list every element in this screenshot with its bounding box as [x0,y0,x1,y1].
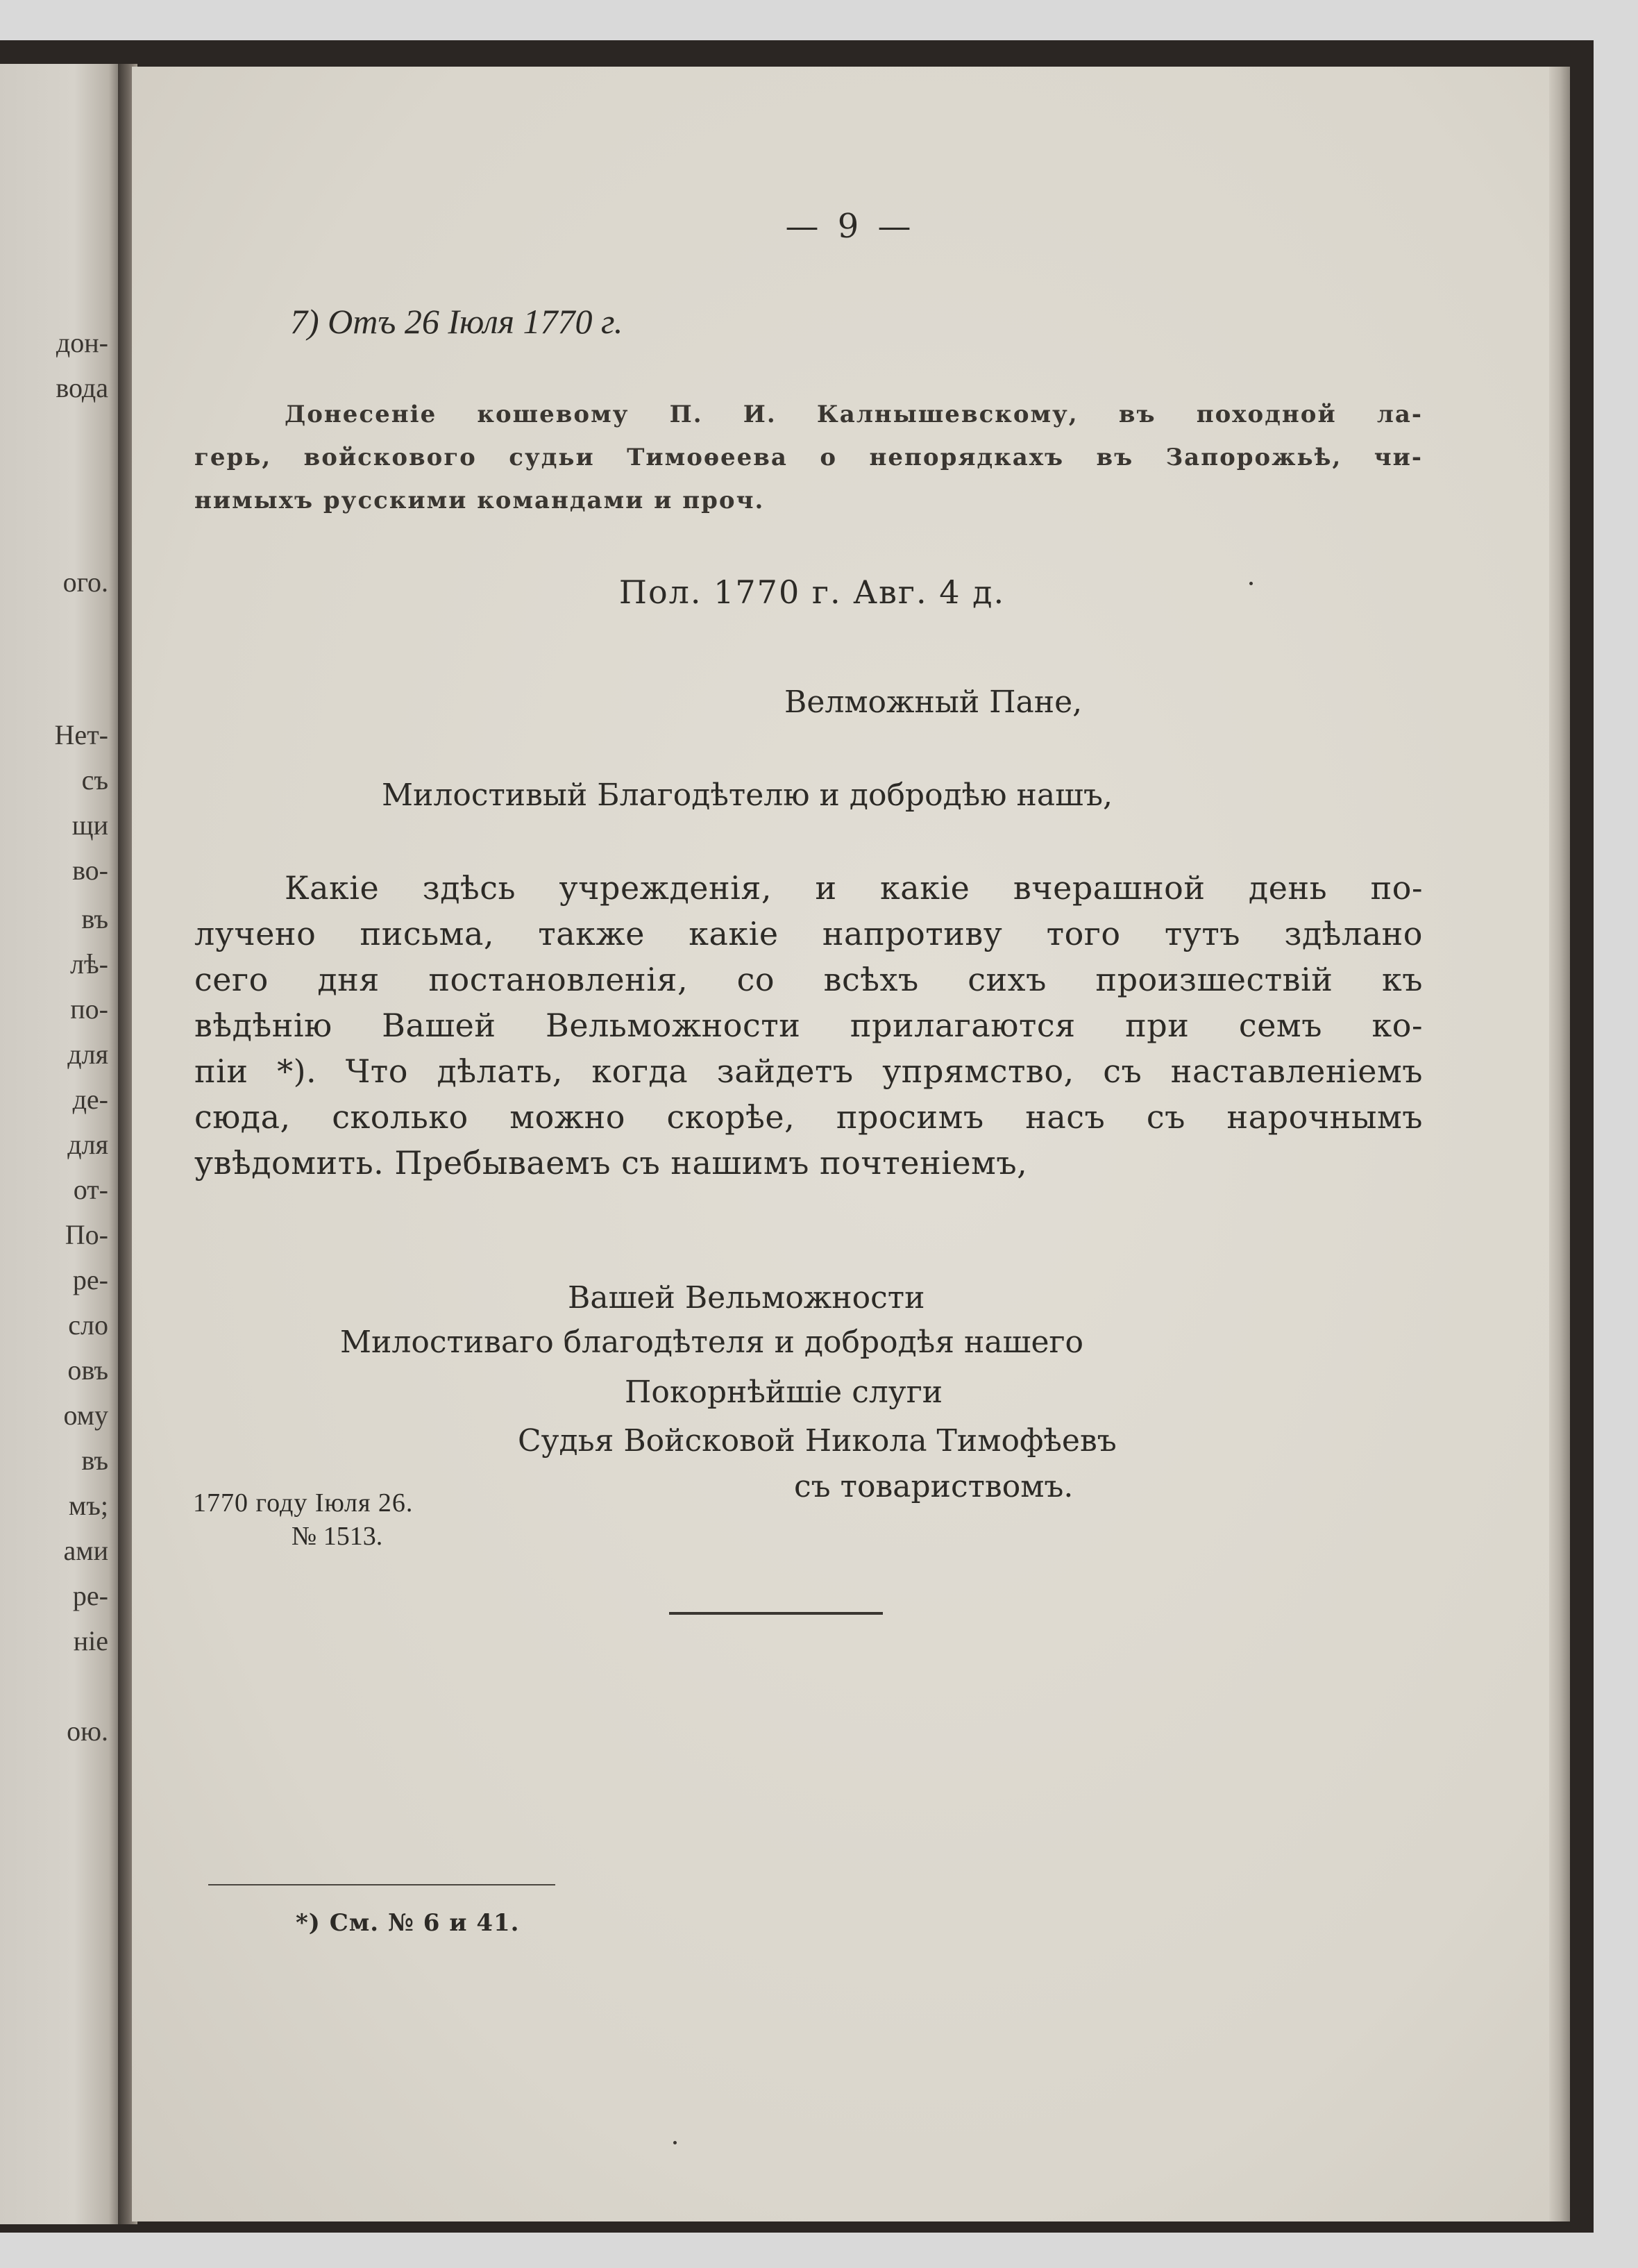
letter-body [194,865,1423,1186]
facing-page-fragment: во- [72,855,108,886]
salutation-primary: Велможный Пане, [784,684,1083,720]
page-number: — 9 — [785,207,915,246]
footnote-divider [208,1884,555,1885]
body-line: вѣдѣнію Вашей Вельможности прилагаются при семъ ко- [194,1007,1423,1044]
closing-title: Милостиваго благодѣтеля и добродѣя нашего [340,1325,1084,1360]
facing-page-fragment: от- [73,1174,108,1205]
body-line: піи *). Что дѣлать, когда зайдетъ упрямство, съ наставленіемъ [194,1052,1423,1090]
facing-page-fragment: ами [63,1535,108,1566]
page-edge [1549,67,1570,2221]
footnote: *) См. № 6 и 41. [296,1909,520,1937]
facing-page-fragment: для [67,1039,108,1070]
closing-address: Вашей Вельможности [568,1280,925,1316]
facing-page-fragment: съ [81,764,108,796]
facing-page-fragment: ре- [72,1580,108,1611]
facing-page-fragment: въ [81,1445,108,1476]
body-line: сюда, сколько можно скорѣе, просимъ насъ съ нарочнымъ [194,1098,1423,1136]
facing-page-fragment: Нет- [54,719,108,750]
summary-line: Донесеніе кошевому П. И. Калнышевскому, въ походной ла- [285,401,1423,428]
body-line: увѣдомить. Пребываемъ съ нашимъ почтеніемъ, [194,1144,1028,1182]
document-date: 1770 году Іюля 26. [193,1488,414,1518]
facing-page-fragment: ою. [67,1715,108,1747]
facing-page-fragment: сло [68,1309,108,1341]
document-summary [194,393,1423,522]
facing-page-fragment: ніе [73,1625,108,1656]
signatory-with: съ товариствомъ. [794,1469,1074,1504]
facing-page-fragment: лѣ- [70,948,108,980]
print-speck [673,2141,677,2144]
body-line: сего дня постановленія, со всѣхъ сихъ произшествій къ [194,961,1423,998]
document-number: № 1513. [292,1522,383,1551]
facing-page-fragment: де- [72,1084,108,1115]
facing-page-fragment: По- [65,1219,108,1250]
body-line: лучено письма, также какіе напротиву того тутъ здѣлано [194,915,1423,952]
facing-page [0,64,124,2224]
facing-page-fragment: щи [71,809,108,841]
facing-page-fragment: дон- [56,327,108,358]
facing-page-fragment: для [67,1129,108,1160]
body-line: Какіе здѣсь учрежденія, и какіе вчерашной день по- [285,869,1423,907]
facing-page-fragment: овъ [67,1354,108,1386]
entry-heading: 7) Отъ 26 Іюля 1770 г. [290,302,623,341]
summary-line: нимыхъ русскими командами и проч. [194,487,765,514]
facing-page-fragment: ого. [62,566,108,598]
print-speck [1249,582,1253,585]
facing-page-fragment: вода [56,372,108,403]
book-page [132,67,1569,2221]
facing-page-fragment: мъ; [68,1490,108,1521]
signatory: Судья Войсковой Никола Тимофѣевъ [518,1423,1117,1459]
closing-servants: Покорнѣйшіе слуги [625,1375,943,1410]
summary-line: герь, войскового судьи Тимоѳеева о непорядкахъ въ Запорожьѣ, чи- [194,444,1423,471]
receipt-date: Пол. 1770 г. Авг. 4 д. [618,573,1006,611]
section-divider [669,1612,883,1615]
facing-page-fragment: ре- [72,1264,108,1295]
facing-page-fragment: ому [63,1400,108,1431]
salutation-secondary: Милостивый Благодѣтелю и добродѣю нашъ, [382,778,1113,813]
facing-page-fragment: по- [70,993,108,1025]
facing-page-fragment: въ [81,903,108,934]
